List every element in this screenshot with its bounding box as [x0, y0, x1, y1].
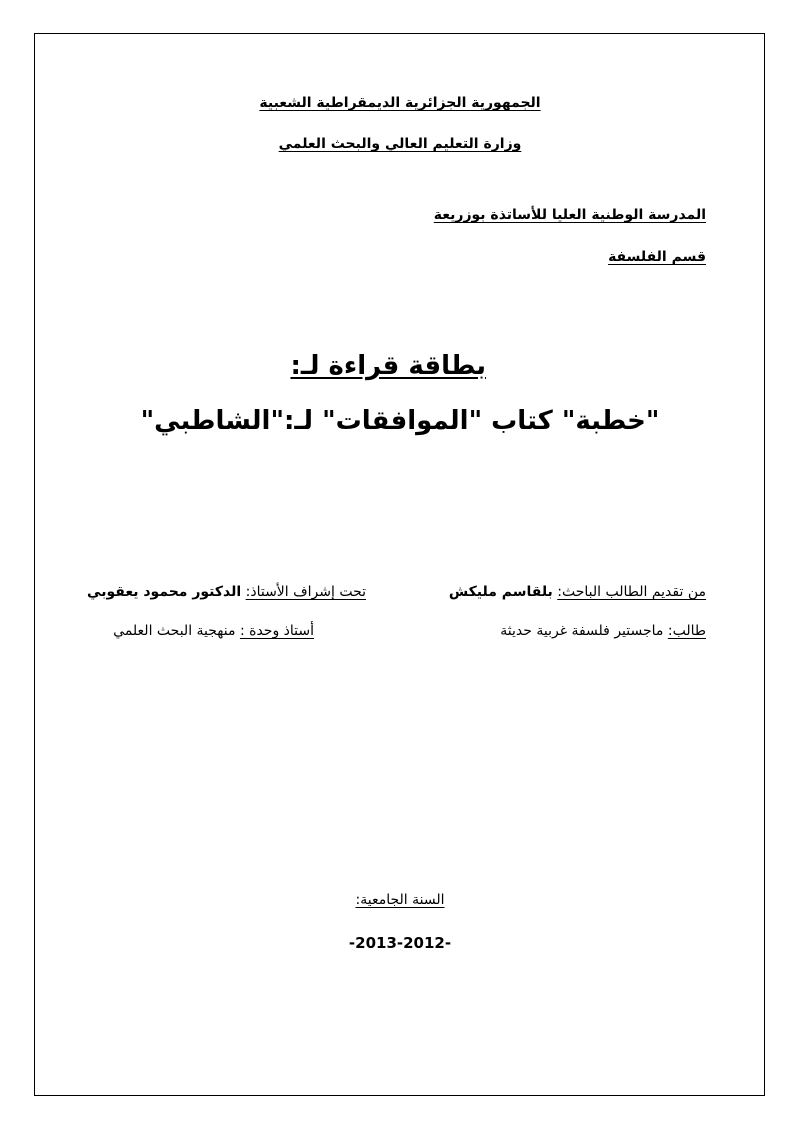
student-name: بلقاسم مليكش — [448, 584, 553, 600]
supervisor-unit-line — [113, 623, 314, 639]
supervisor-unit-label: أستاذ وحدة : — [239, 623, 314, 639]
student-level-label: طالب: — [667, 623, 706, 639]
student-label: من تقديم الطالب الباحث: — [557, 584, 706, 600]
student-line — [449, 584, 706, 600]
document-subtitle: "خطبة" كتاب "الموافقات" لـ:"الشاطبي" — [140, 406, 660, 436]
ministry-heading: وزارة التعليم العالي والبحث العلمي — [278, 136, 522, 152]
student-level: ماجستير فلسفة غربية حديثة — [500, 623, 664, 639]
school-name: المدرسة الوطنية العليا للأساتذة بوزريعة — [433, 207, 706, 223]
student-level-line — [500, 623, 706, 639]
republic-heading: الجمهورية الجزائرية الديمقراطية الشعبية — [259, 95, 541, 111]
supervisor-name: الدكتور محمود يعقوبي — [87, 584, 242, 600]
supervisor-unit: منهجية البحث العلمي — [113, 623, 236, 639]
document-title: بطاقة قراءة لـ: — [290, 351, 486, 381]
academic-year: -2013-2012- — [348, 934, 452, 952]
academic-year-label: السنة الجامعية: — [355, 892, 445, 908]
supervisor-line — [87, 584, 366, 600]
department-name: قسم الفلسفة — [608, 249, 706, 265]
supervisor-label: تحت إشراف الأستاذ: — [245, 584, 366, 600]
